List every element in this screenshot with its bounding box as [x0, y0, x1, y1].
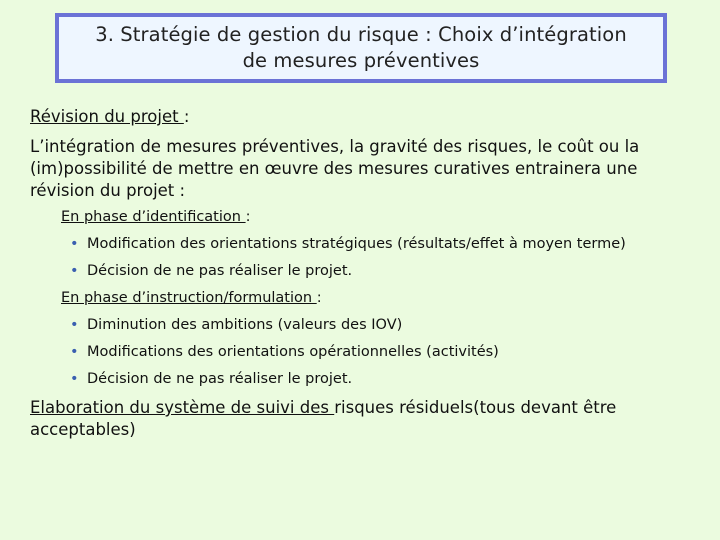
list-item-text: Décision de ne pas réaliser le projet. [87, 263, 353, 279]
bullet-icon: • [70, 344, 79, 360]
slide-content [30, 106, 690, 441]
revision-intro: L’intégration de mesures préventives, la gravité des risques, le coût ou la (im)possibilité de mettre en œuvre des mesures curatives entrainera une révision du projet : [30, 137, 640, 200]
list-item-text: Décision de ne pas réaliser le projet. [87, 371, 353, 387]
bullet-icon: • [70, 263, 79, 279]
list-item [61, 316, 687, 335]
phase-identification-list [61, 235, 690, 281]
slide-title-line-1: 3. Stratégie de gestion du risque : Choix d’intégration [95, 23, 627, 46]
slide-title-box [55, 13, 667, 83]
revision-heading-colon: : [183, 107, 190, 126]
phase-identification-heading-colon: : [245, 209, 251, 225]
list-item [61, 235, 687, 254]
phase-identification-heading [61, 208, 690, 227]
list-item [61, 370, 687, 389]
phase-identification-heading-text: En phase d’identification [61, 209, 246, 225]
phase-instruction-heading-text: En phase d’instruction/formulation [61, 290, 317, 306]
elaboration-rest-text: risques résiduels(tous devant être acceptables) [30, 398, 617, 439]
phase-instruction-list [61, 316, 690, 389]
list-item-text: Modifications des orientations opérationnelles (activités) [87, 344, 499, 360]
revision-heading-text: Révision du projet [30, 107, 184, 126]
list-item-text: Modification des orientations stratégiques (résultats/effet à moyen terme) [87, 236, 626, 252]
revision-heading [30, 106, 690, 128]
elaboration-paragraph [30, 397, 690, 441]
elaboration-underlined-text: Elaboration du système de suivi des [30, 398, 335, 417]
phase-instruction-heading [61, 289, 690, 308]
slide-title-line-2: de mesures préventives [242, 49, 480, 72]
bullet-icon: • [70, 371, 79, 387]
bullet-icon: • [70, 317, 79, 333]
list-item [61, 343, 687, 362]
list-item-text: Diminution des ambitions (valeurs des IOV) [87, 317, 403, 333]
phase-instruction-heading-colon: : [316, 290, 322, 306]
bullet-icon: • [70, 236, 79, 252]
list-item [61, 262, 687, 281]
